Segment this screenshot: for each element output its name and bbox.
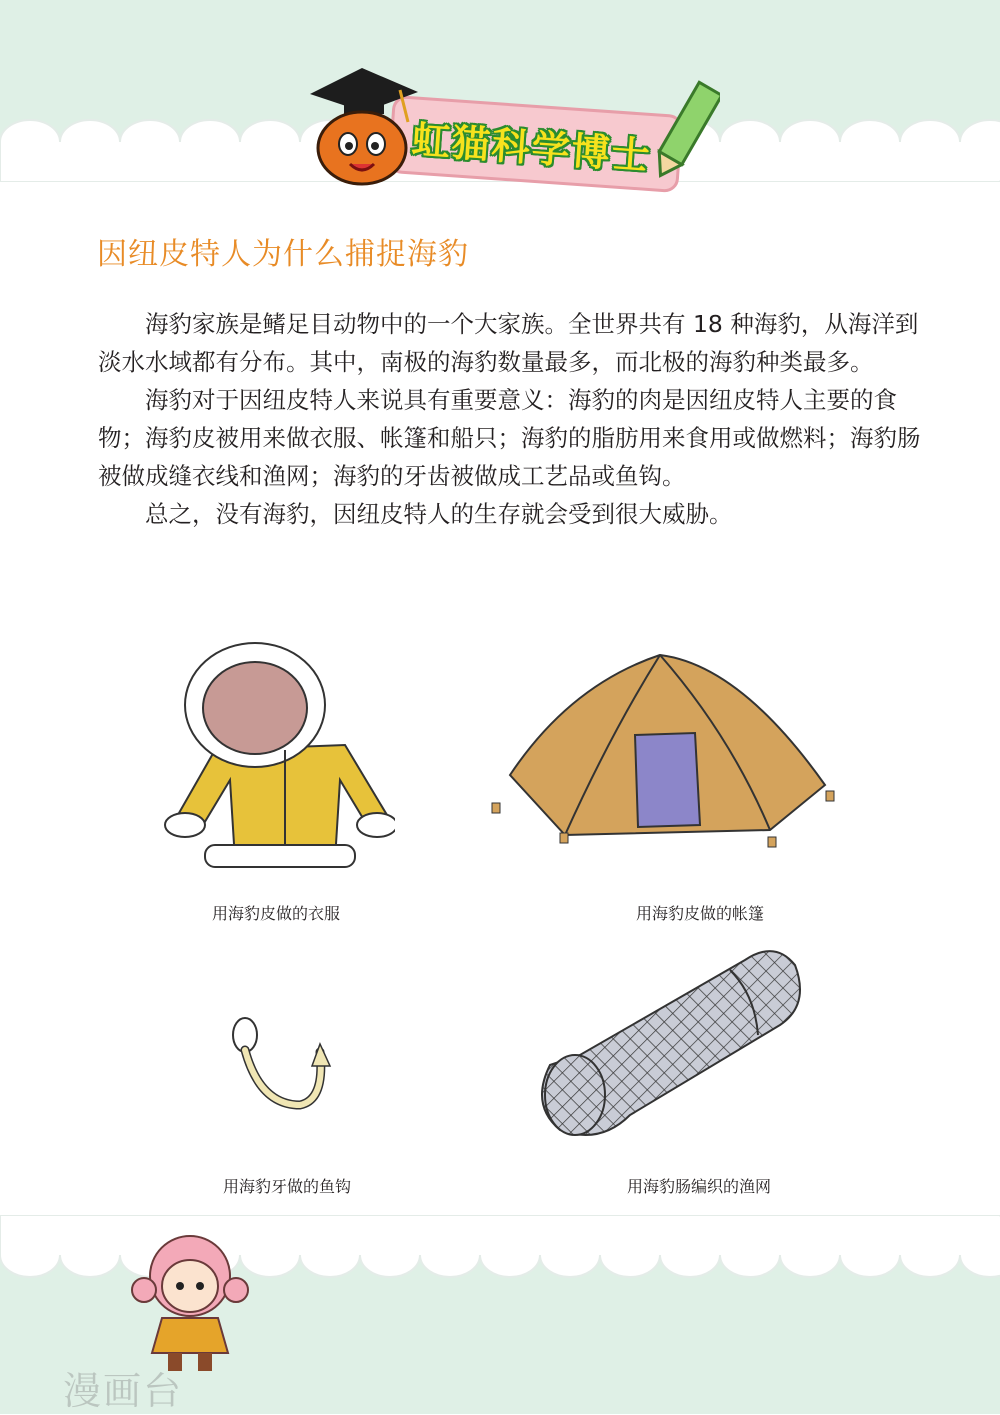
article-body: [98, 305, 928, 533]
pencil-icon: [650, 78, 720, 188]
tent-illustration: [490, 645, 850, 855]
paragraph-1: 海豹家族是鳍足目动物中的一个大家族。全世界共有 18 种海豹，从海洋到淡水水域都有分布。其中，南极的海豹数量最多，而北极的海豹种类最多。: [98, 310, 919, 376]
net-caption: 用海豹肠编织的渔网: [626, 1177, 771, 1196]
fur-coat-illustration: [155, 630, 395, 880]
paragraph-2: 海豹对于因纽皮特人来说具有重要意义：海豹的肉是因纽皮特人主要的食物；海豹皮被用来做衣服、帐篷和船只；海豹的脂肪用来食用或做燃料；海豹肠被做成缝衣线和渔网；海豹的牙齿被做成工艺品或鱼钩。: [98, 386, 921, 490]
watermark: 漫画台: [63, 1369, 184, 1413]
series-logo: [300, 60, 720, 190]
article-title: 因纽皮特人为什么捕捉海豹: [97, 237, 469, 272]
paragraph-3: 总之，没有海豹，因纽皮特人的生存就会受到很大威胁。: [145, 500, 733, 528]
hook-caption: 用海豹牙做的鱼钩: [222, 1177, 351, 1196]
cat-mascot-icon: [300, 60, 430, 190]
girl-mascot-icon: [130, 1228, 250, 1378]
coat-caption: 用海豹皮做的衣服: [211, 904, 340, 923]
logo-text: 虹猫科学博士: [410, 117, 653, 179]
tent-caption: 用海豹皮做的帐篷: [635, 904, 764, 923]
fish-hook-illustration: [220, 1010, 340, 1120]
fishing-net-illustration: [520, 945, 810, 1145]
